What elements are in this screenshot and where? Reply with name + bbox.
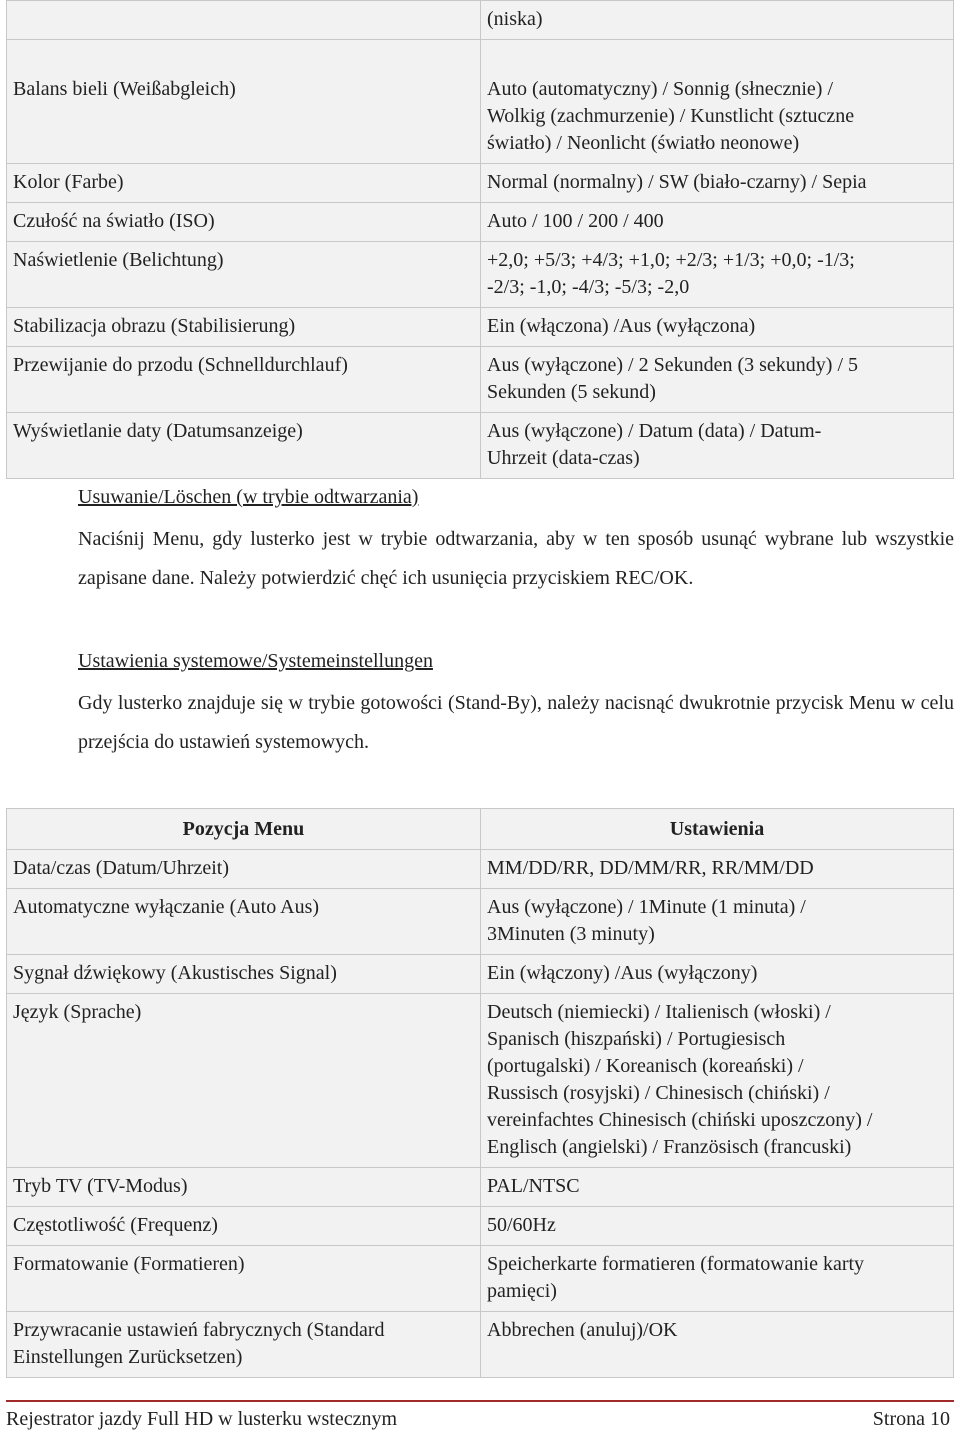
page-number: Strona 10 — [872, 1408, 950, 1430]
section-paragraph: Gdy lusterko znajduje się w trybie gotowości (Stand-By), należy nacisnąć dwukrotnie przycisk Menu w celu przejścia do ustawień systemowych. — [78, 692, 954, 753]
camera-settings-table — [6, 0, 954, 479]
menu-item-label: Częstotliwość (Frequenz) — [7, 1207, 481, 1246]
setting-label: Naświetlenie (Belichtung) — [7, 242, 481, 308]
column-header-menu-item: Pozycja Menu — [7, 809, 481, 850]
table-row — [7, 242, 954, 308]
table-row — [7, 40, 954, 164]
menu-item-value: Ein (włączony) /Aus (wyłączony) — [481, 955, 954, 994]
menu-item-label: Tryb TV (TV-Modus) — [7, 1168, 481, 1207]
table-row — [7, 889, 954, 955]
menu-item-label: Język (Sprache) — [7, 994, 481, 1168]
menu-item-value: 50/60Hz — [481, 1207, 954, 1246]
section-heading: Usuwanie/Löschen (w trybie odtwarzania) — [78, 486, 419, 508]
section-heading: Ustawienia systemowe/Systemeinstellungen — [78, 650, 433, 672]
menu-item-label: Data/czas (Datum/Uhrzeit) — [7, 850, 481, 889]
setting-label: Wyświetlanie daty (Datumsanzeige) — [7, 413, 481, 479]
column-header-settings: Ustawienia — [481, 809, 954, 850]
table-row — [7, 308, 954, 347]
footer-title: Rejestrator jazdy Full HD w lusterku wstecznym — [6, 1408, 398, 1430]
menu-item-label: Sygnał dźwiękowy (Akustisches Signal) — [7, 955, 481, 994]
menu-item-value: PAL/NTSC — [481, 1168, 954, 1207]
table-row — [7, 203, 954, 242]
menu-item-value: MM/DD/RR, DD/MM/RR, RR/MM/DD — [481, 850, 954, 889]
setting-value: +2,0; +5/3; +4/3; +1,0; +2/3; +1/3; +0,0; -1/3; -2/3; -1,0; -4/3; -5/3; -2,0 — [481, 242, 954, 308]
table-row — [7, 1168, 954, 1207]
menu-item-value: Abbrechen (anuluj)/OK — [481, 1312, 954, 1378]
setting-value: Auto / 100 / 200 / 400 — [481, 203, 954, 242]
footer-rule — [6, 1400, 954, 1402]
setting-label — [7, 1, 481, 40]
table-row — [7, 347, 954, 413]
setting-label: Kolor (Farbe) — [7, 164, 481, 203]
table-row — [7, 413, 954, 479]
menu-item-label: Przywracanie ustawień fabrycznych (Standard Einstellungen Zurücksetzen) — [7, 1312, 481, 1378]
setting-value: Auto (automatyczny) / Sonnig (słnecznie) / Wolkig (zachmurzenie) / Kunstlicht (sztuczne światło) / Neonlicht (światło neonowe) — [481, 40, 954, 164]
table-row — [7, 164, 954, 203]
table-row — [7, 850, 954, 889]
system-settings-section — [78, 646, 954, 762]
setting-label: Stabilizacja obrazu (Stabilisierung) — [7, 308, 481, 347]
menu-item-value: Deutsch (niemiecki) / Italienisch (włoski) / Spanisch (hiszpański) / Portugiesisch (portugalski) / Koreanisch (koreański) / Russisch (rosyjski) / Chinesisch (chiński) / vereinfachtes Chinesisch (chiński uposzczony) / Englisch (angielski) / Französisch (francuski) — [481, 994, 954, 1168]
setting-label: Przewijanie do przodu (Schnelldurchlauf) — [7, 347, 481, 413]
table-row — [7, 1246, 954, 1312]
system-settings-table — [6, 808, 954, 1378]
table-row — [7, 1207, 954, 1246]
table-row — [7, 994, 954, 1168]
table-row — [7, 955, 954, 994]
page-footer — [6, 1408, 950, 1431]
table-header-row — [7, 809, 954, 850]
setting-label: Czułość na światło (ISO) — [7, 203, 481, 242]
setting-value: Aus (wyłączone) / Datum (data) / Datum- Uhrzeit (data-czas) — [481, 413, 954, 479]
setting-label: Balans bieli (Weißabgleich) — [7, 40, 481, 164]
section-paragraph: Naciśnij Menu, gdy lusterko jest w trybie odtwarzania, aby w ten sposób usunąć wybrane lub wszystkie zapisane dane. Należy potwierdzić chęć ich usunięcia przyciskiem REC/OK. — [78, 528, 954, 589]
setting-value: Aus (wyłączone) / 2 Sekunden (3 sekundy) / 5 Sekunden (5 sekund) — [481, 347, 954, 413]
delete-section — [78, 482, 954, 598]
menu-item-value: Speicherkarte formatieren (formatowanie karty pamięci) — [481, 1246, 954, 1312]
table-row — [7, 1312, 954, 1378]
setting-value: Ein (włączona) /Aus (wyłączona) — [481, 308, 954, 347]
table-row — [7, 1, 954, 40]
menu-item-label: Automatyczne wyłączanie (Auto Aus) — [7, 889, 481, 955]
menu-item-value: Aus (wyłączone) / 1Minute (1 minuta) / 3Minuten (3 minuty) — [481, 889, 954, 955]
menu-item-label: Formatowanie (Formatieren) — [7, 1246, 481, 1312]
setting-value: Normal (normalny) / SW (biało-czarny) / Sepia — [481, 164, 954, 203]
setting-value: (niska) — [481, 1, 954, 40]
